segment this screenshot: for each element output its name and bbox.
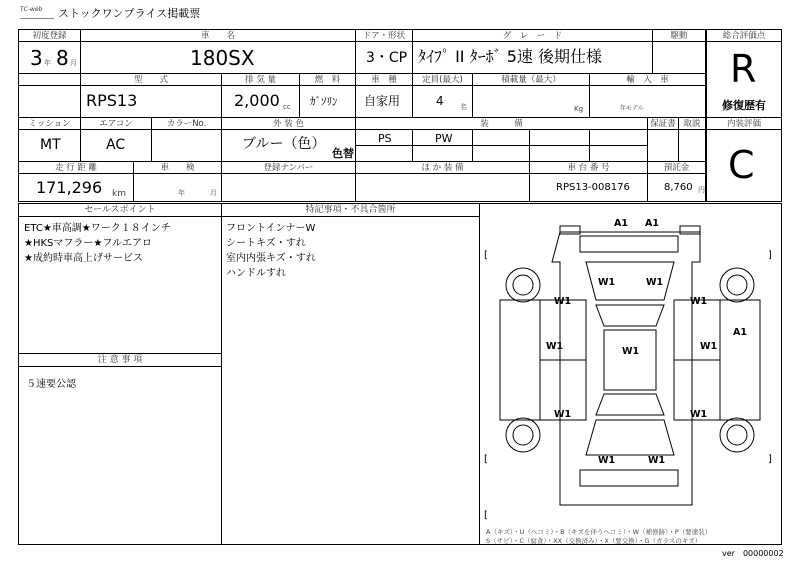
label-capacity: 定員(最大) [422,75,463,85]
label-import: 輸 入 車 [626,75,669,85]
capacity-value: 4 [436,94,444,108]
label-displacement: 排 気 量 [245,75,276,85]
label-equipment: 装 備 [480,119,523,129]
label-vehicle-type: 車 種 [371,75,397,85]
mark-w1-3: W1 [554,296,572,307]
mark-w1-1: W1 [598,277,616,288]
label-color-no: カラーNo. [166,119,207,129]
chassis-no-value: RPS13-008176 [556,182,630,193]
unit-model-year: 年モデル [620,105,644,112]
label-sales-points: セールスポイント [84,205,156,215]
label-load: 積載量（最大） [501,75,561,85]
unit-kg: Kg [574,105,584,113]
label-door-shape: ドア・形状 [362,31,406,41]
unit-cc: cc [283,103,291,111]
label-grade: グ レ ー ド [502,31,563,41]
caution-text: ５速要公認 [26,379,76,390]
fuel-value: ｶﾞｿﾘﾝ [310,95,338,108]
label-interior-rating: 内装評価 [726,119,761,129]
unit-month: 月 [70,59,77,67]
model-value: RPS13 [86,91,138,110]
bracket-left-2: [ [484,454,488,465]
rating-note: 修復歴有 [722,99,766,112]
mark-w1-2: W1 [646,277,664,288]
bracket-left-1: [ [484,250,488,261]
bracket-right-1: ] [768,250,772,261]
label-warranty: 保証書 [650,119,676,129]
mark-w1-10: W1 [598,455,616,466]
exterior-color-value: ブルー（色） [242,136,326,152]
version-label: ver 00000002 [722,549,784,558]
label-caution: 注 意 事 項 [97,355,143,365]
label-chassis-no: 車 台 番 号 [567,163,610,173]
notes-text: フロントインナーW シートキズ・すれ 室内内張キズ・すれ ハンドルすれ [226,223,316,279]
first-reg-year: 3 [30,46,43,70]
first-reg-month: 8 [56,46,69,70]
unit-inspection-month: 月 [210,189,217,197]
car-name-value: 180SX [190,46,255,70]
mark-w1-9: W1 [690,409,708,420]
label-first-registration: 初度登録 [32,31,67,41]
label-aircon: エアコン [99,119,133,129]
vehicle-type-value: 自家用 [364,94,401,108]
mission-value: MT [40,137,61,153]
brand-logo: TC-web [20,6,54,19]
label-price: 預託金 [663,163,690,173]
unit-persons: 名 [460,103,467,111]
sales-points-text: ETC★車高調★ワーク１８インチ ★HKSマフラー★フルエアロ ★成約時車高上げサービス [24,223,171,264]
label-overall-rating: 総合評価点 [722,31,766,41]
label-mileage: 走 行 距 離 [54,163,98,173]
label-model: 型 式 [133,75,168,85]
bracket-right-2: ] [768,454,772,465]
car-damage-diagram [500,226,760,505]
legend-line-1: A（キズ）・U（ヘコミ）・B（キズを伴うヘコミ）・W（補修跡）・P（要塗装） [486,528,712,536]
label-notes: 特記事項・不具合箇所 [305,205,396,215]
displacement-value: 2,000 [234,91,280,110]
aircon-value: AC [106,137,126,153]
mark-w1-6: W1 [622,346,640,357]
page-title: ストックワンプライス掲載票 [58,7,201,20]
overall-rating-value: R [730,47,757,91]
label-inspection: 車 検 [160,163,195,173]
equipment-ps: PS [378,132,392,145]
label-plate: 登録ナンバー [263,163,314,173]
mileage-value: 171,296 [36,178,103,197]
legend-line-2: S（サビ）・C（腐食）・XX（交換済み）・X（要交換）・G（ガラスのキズ） [486,537,702,545]
unit-km: km [112,189,126,199]
label-exterior-color: 外 装 色 [273,119,304,129]
label-other-equipment: ほ か 装 備 [421,163,464,173]
mark-w1-11: W1 [648,455,666,466]
bracket-left-3: [ [484,510,488,521]
mark-w1-4: W1 [690,296,708,307]
interior-rating-value: C [728,143,755,187]
label-fuel: 燃 料 [314,75,341,85]
grade-value: ﾀｲﾌﾟ II ﾀｰﾎﾞ 5速 後期仕様 [418,47,602,66]
mark-right-a1: A1 [733,327,747,338]
label-manual: 取説 [683,119,701,129]
mark-w1-8: W1 [554,409,572,420]
mark-front-right-a1: A1 [645,218,659,229]
label-car-name: 車 名 [200,31,235,41]
label-mission: ミッション [28,119,71,129]
door-shape-value: 3・CP [366,50,408,66]
unit-inspection-year: 年 [178,189,185,197]
equipment-pw: PW [435,132,453,145]
color-change-value: 色替 [332,147,354,160]
unit-yen: 円 [698,186,705,194]
mark-w1-7: W1 [700,341,718,352]
mark-w1-5: W1 [546,341,564,352]
mark-front-left-a1: A1 [614,218,628,229]
label-drive: 駆動 [670,31,688,41]
price-value: 8,760 [664,182,693,193]
unit-year: 年 [44,59,51,67]
